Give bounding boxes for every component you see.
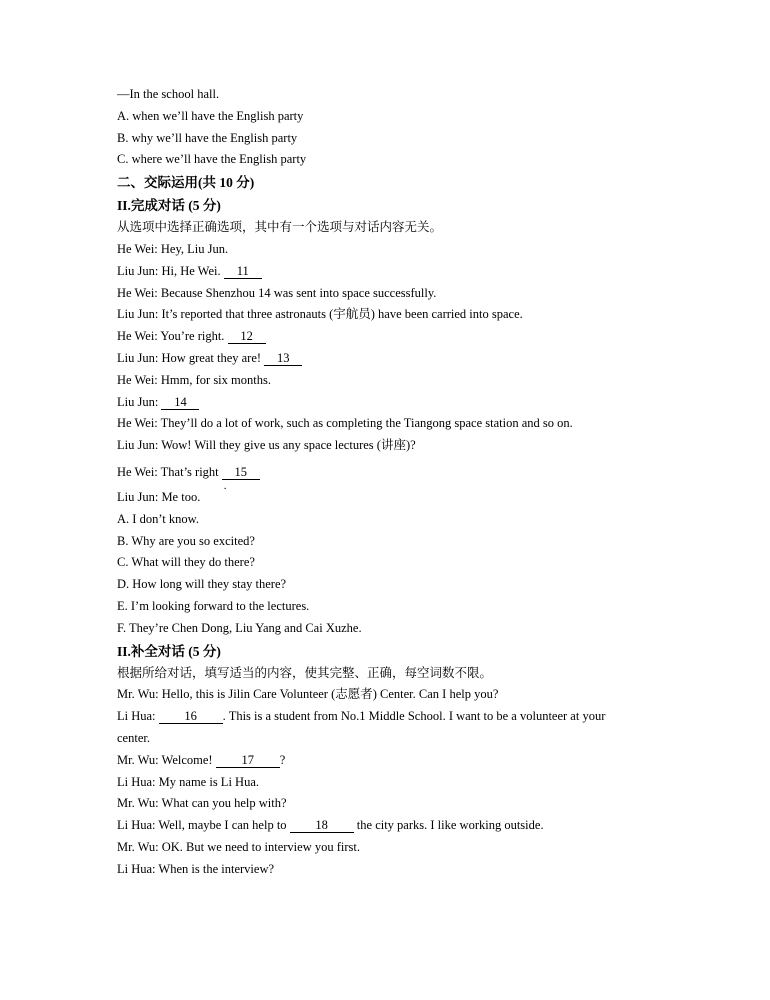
part1-options [117, 509, 677, 640]
answer-blank-16[interactable]: 16 [159, 709, 223, 724]
dialog-line: Liu Jun: Me too. [117, 489, 201, 504]
dialog-line: He Wei: You’re right. 12 [117, 326, 677, 348]
dialog-line: He Wei: Because Shenzhou 14 was sent into space successfully. [117, 285, 437, 300]
dialog-line: Liu Jun: Hi, He Wei. 11 [117, 261, 677, 283]
intro-line: —In the school hall. [117, 87, 220, 101]
dialog-line: Liu Jun: 14 [117, 392, 677, 414]
dialog-line: Liu Jun: Wow! Will they give us any space lectures (讲座)? [117, 438, 416, 453]
option-a: A. I don’t know. [117, 511, 199, 526]
dialog-line: center. [117, 730, 150, 745]
part2-instruction: 根据所给对话，填写适当的内容，使其完整、正确，每空词数不限。 [117, 665, 493, 680]
dialog-line: He Wei: They’ll do a lot of work, such as completing the Tiangong space station and so on. [117, 416, 573, 431]
answer-blank-18[interactable]: 18 [290, 818, 354, 833]
dialog-line: He Wei: Hey, Liu Jun. [117, 241, 229, 256]
dialog-line: He Wei: Hmm, for six months. [117, 372, 271, 387]
dialog-line: Mr. Wu: Welcome! 17 ? [117, 752, 286, 767]
intro-option-a: A. when we’ll have the English party [117, 108, 304, 123]
answer-blank-17[interactable]: 17 [216, 753, 280, 768]
option-d: D. How long will they stay there? [117, 577, 287, 592]
answer-blank-12[interactable]: 12 [228, 329, 266, 344]
answer-blank-14[interactable]: 14 [161, 395, 199, 410]
dialog-line: Li Hua: 16 . This is a student from No.1 Middle School. I want to be a volunteer at your [117, 709, 606, 724]
part2-dialog [117, 684, 677, 880]
dialog-line: He Wei: That’s right 15 [117, 457, 677, 487]
dialog-line: Li Hua: My name is Li Hua. [117, 774, 259, 789]
option-e: E. I’m looking forward to the lectures. [117, 598, 310, 613]
dialog-line: Liu Jun: How great they are! 13 [117, 348, 677, 370]
answer-blank-11[interactable]: 11 [224, 264, 262, 279]
part1-dialog [117, 239, 677, 509]
intro-option-b: B. why we’ll have the English party [117, 130, 298, 145]
intro-option-c: C. where we’ll have the English party [117, 152, 307, 167]
answer-blank-13[interactable]: 13 [264, 351, 302, 366]
part1-heading: II.完成对话 (5 分) [117, 198, 221, 214]
exam-page [117, 84, 677, 881]
dialog-line: Liu Jun: It’s reported that three astronauts (宇航员) have been carried into space. [117, 307, 523, 322]
dialog-line: Li Hua: Well, maybe I can help to 18 the city parks. I like working outside. [117, 818, 544, 833]
answer-blank-15[interactable]: 15 [222, 465, 260, 480]
part1-instruction: 从选项中选择正确选项，其中有一个选项与对话内容无关。 [117, 220, 443, 235]
dialog-line: Mr. Wu: Hello, this is Jilin Care Volunteer (志愿者) Center. Can I help you? [117, 687, 499, 702]
option-c: C. What will they do there? [117, 555, 255, 570]
section-heading: 二、交际运用(共 10 分) [117, 175, 255, 191]
part2-heading: II.补全对话 (5 分) [117, 643, 221, 659]
dialog-line: Mr. Wu: What can you help with? [117, 796, 287, 811]
dialog-line: Mr. Wu: OK. But we need to interview you first. [117, 839, 360, 854]
option-f: F. They’re Chen Dong, Liu Yang and Cai Xuzhe. [117, 620, 362, 635]
option-b: B. Why are you so excited? [117, 533, 255, 548]
dialog-line: Li Hua: When is the interview? [117, 861, 275, 876]
